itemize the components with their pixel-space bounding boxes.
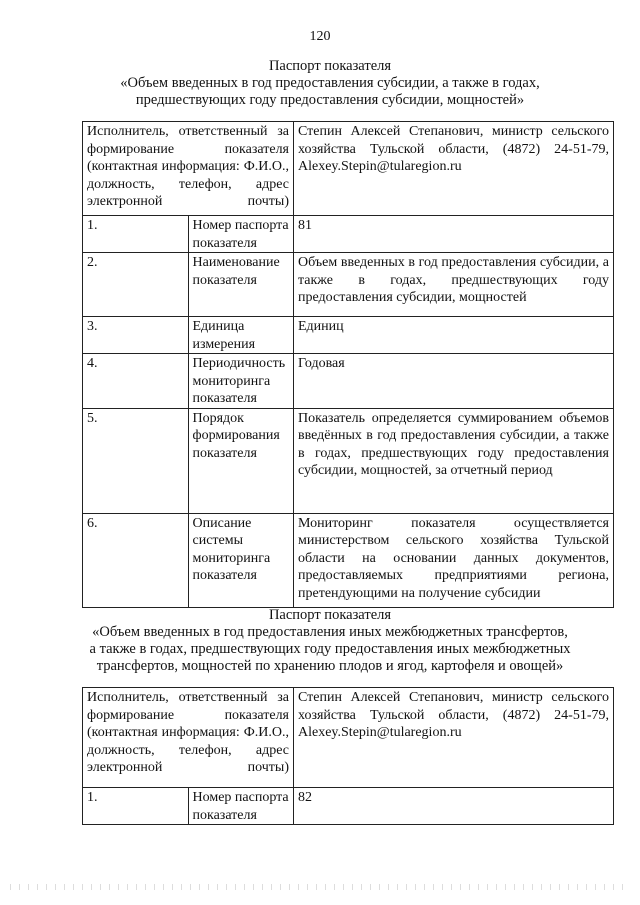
passport-2-title-line: «Объем введенных в год предоставления иных межбюджетных трансфертов,: [92, 624, 568, 640]
page-number: 120: [309, 29, 331, 44]
executor-value: Степин Алексей Степанович, министр сельского хозяйства Тульской области, (4872) 24-51-79, Alexey.Stepin@tularegion.ru: [294, 688, 614, 788]
table-row: [83, 317, 614, 354]
passport-2-title-line: Паспорт показателя: [268, 607, 392, 623]
row-label: Наименование показателя: [188, 253, 294, 317]
row-value: Годовая: [294, 354, 614, 409]
passport-1-title-line: Паспорт показателя: [268, 58, 392, 74]
table-row: [83, 354, 614, 409]
row-number: 6.: [83, 513, 189, 607]
row-number: 1.: [83, 216, 189, 253]
table-row: [83, 408, 614, 513]
row-value: Мониторинг показателя осуществляется министерством сельского хозяйства Тульской области на основании данных документов, предоставляемых предприятиями региона, претендующими на получение субсидии: [294, 513, 614, 607]
passport-1-title-line: «Объем введенных в год предоставления субсидии, а также в годах,: [120, 75, 540, 91]
row-number: 5.: [83, 408, 189, 513]
passport-1-title: [60, 58, 600, 109]
row-number: 3.: [83, 317, 189, 354]
row-label: Периодичность мониторинга показателя: [188, 354, 294, 409]
row-label: Порядок формирования показателя: [188, 408, 294, 513]
table-row: [83, 513, 614, 607]
row-label: Номер паспорта показателя: [188, 788, 294, 825]
row-number: 4.: [83, 354, 189, 409]
row-label: Описание системы мониторинга показателя: [188, 513, 294, 607]
passport-2-title-line: трансфертов, мощностей по хранению плодов и ягод, картофеля и овощей»: [96, 658, 564, 674]
executor-label: Исполнитель, ответственный за формирование показателя (контактная информация: Ф.И.О., должность, телефон, адрес электронной почты): [83, 688, 294, 788]
row-value: Единиц: [294, 317, 614, 354]
scan-artifact: [10, 884, 630, 890]
table-row: [83, 788, 614, 825]
row-value: Объем введенных в год предоставления субсидии, а также в годах, предшествующих году предоставления субсидии, мощностей: [294, 253, 614, 317]
passport-2-title-line: а также в годах, предшествующих году предоставления иных межбюджетных: [89, 641, 571, 657]
row-number: 2.: [83, 253, 189, 317]
passport-2-table: [82, 687, 614, 825]
row-number: 1.: [83, 788, 189, 825]
executor-row: [83, 688, 614, 788]
executor-label: Исполнитель, ответственный за формирование показателя (контактная информация: Ф.И.О., должность, телефон, адрес электронной почты): [83, 122, 294, 216]
table-row: [83, 253, 614, 317]
table-row: [83, 216, 614, 253]
executor-value: Степин Алексей Степанович, министр сельского хозяйства Тульской области, (4872) 24-51-79, Alexey.Stepin@tularegion.ru: [294, 122, 614, 216]
row-value: Показатель определяется суммированием объемов введённых в год предоставления субсидии, а также в годах, предшествующих году предоставления субсидии, мощностей, за отчетный период: [294, 408, 614, 513]
passport-1-table: [82, 121, 614, 608]
passport-2-title: [60, 607, 600, 675]
row-label: Единица измерения: [188, 317, 294, 354]
row-label: Номер паспорта показателя: [188, 216, 294, 253]
row-value: 82: [294, 788, 614, 825]
executor-row: [83, 122, 614, 216]
passport-1-title-line: предшествующих году предоставления субсидии, мощностей»: [135, 92, 525, 108]
row-value: 81: [294, 216, 614, 253]
